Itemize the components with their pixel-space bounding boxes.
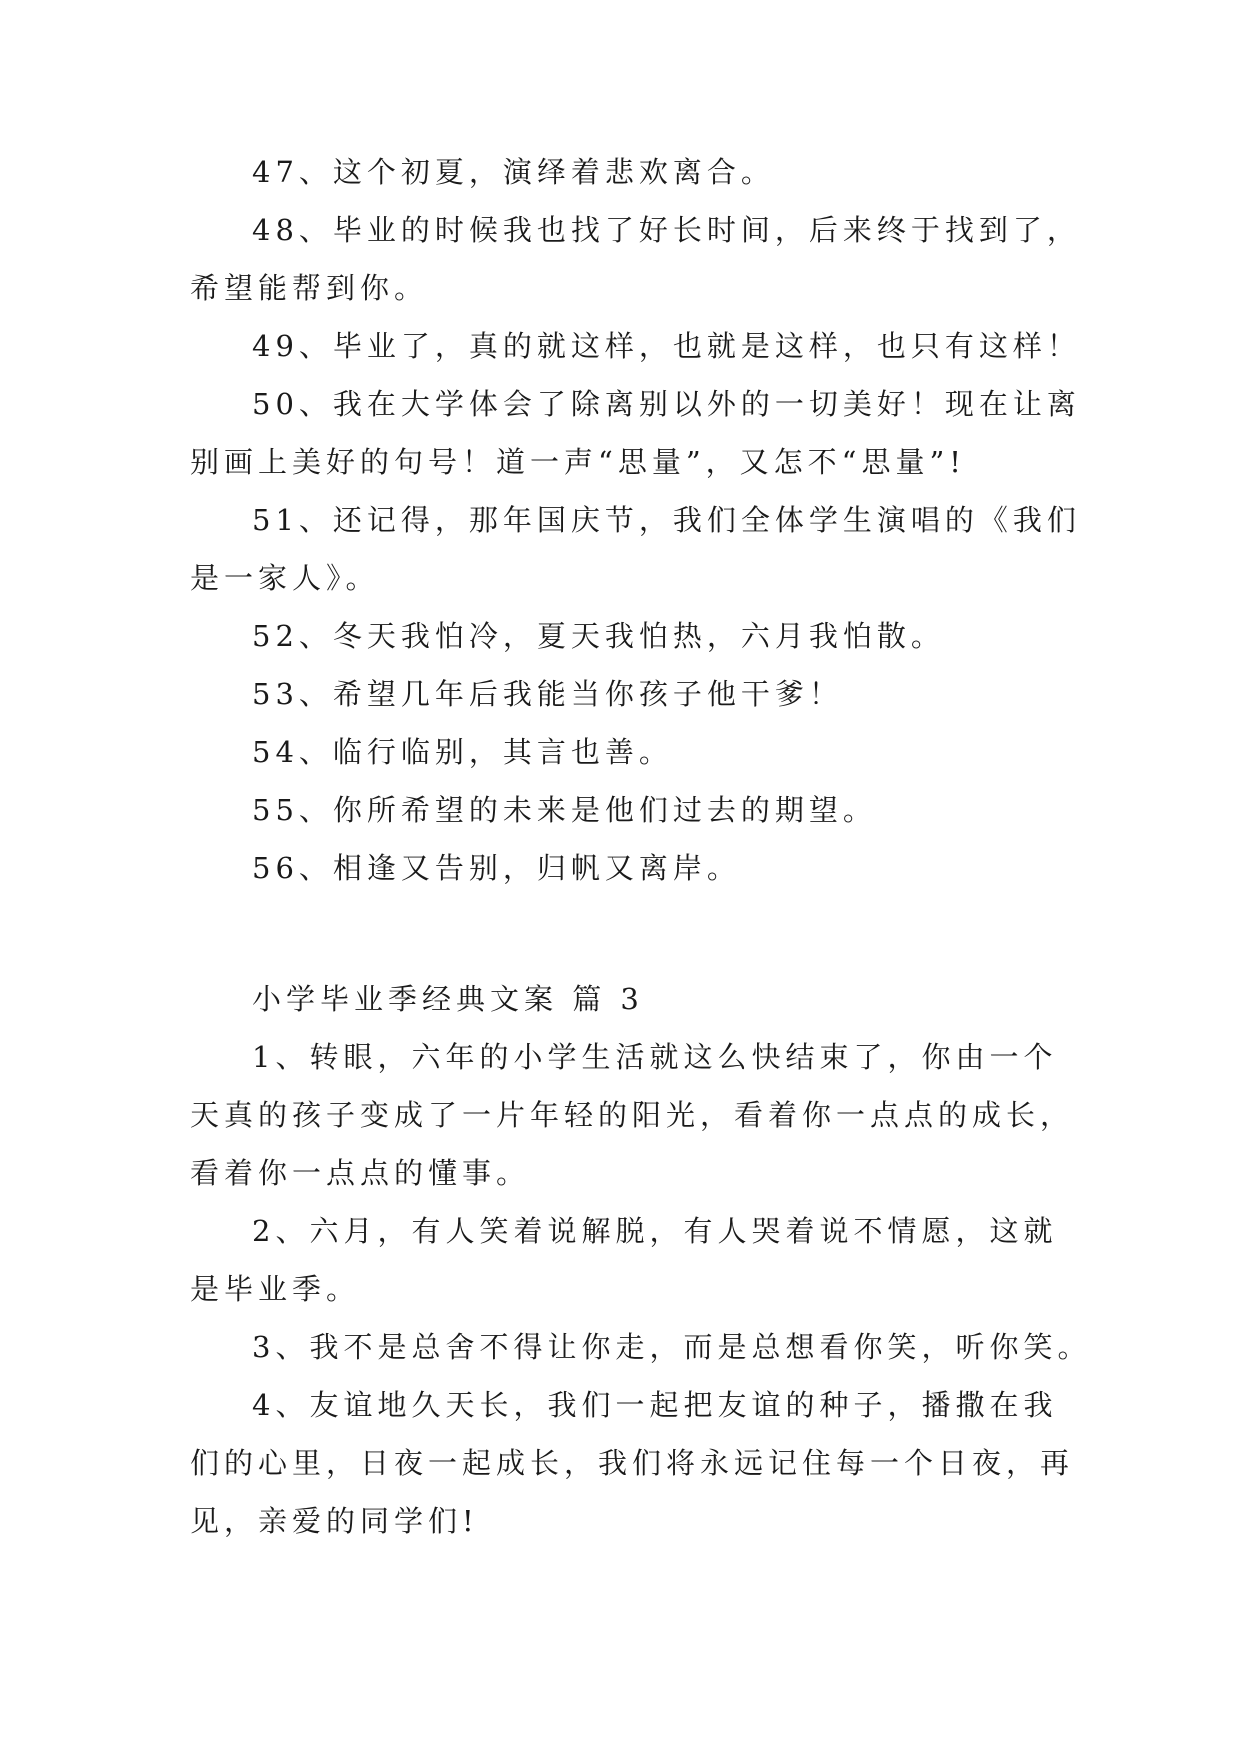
text-line: 2、六月，有人笑着说解脱，有人哭着说不情愿，这就: [252, 1214, 1058, 1248]
text-line: 56、相逢又告别，归帆又离岸。: [252, 851, 741, 885]
text-line: 是毕业季。: [190, 1272, 361, 1306]
text-line: 是一家人》。: [190, 561, 380, 595]
text-line: 55、你所希望的未来是他们过去的期望。: [252, 793, 877, 827]
text-line: 们的心里，日夜一起成长，我们将永远记住每一个日夜，再: [190, 1446, 1075, 1480]
text-line: 54、临行临别，其言也善。: [252, 735, 673, 769]
text-line: 别画上美好的句号！道一声“思量”，又怎不“思量”!: [190, 445, 966, 479]
text-line: 48、毕业的时候我也找了好长时间，后来终于找到了，: [252, 213, 1081, 247]
text-line: 3、我不是总舍不得让你走，而是总想看你笑，听你笑。: [252, 1330, 1092, 1364]
section-heading: 小学毕业季经典文案 篇 3: [252, 982, 644, 1016]
text-line: 4、友谊地久天长，我们一起把友谊的种子，播撒在我: [252, 1388, 1058, 1422]
text-line: 天真的孩子变成了一片年轻的阳光，看着你一点点的成长，: [190, 1098, 1075, 1132]
text-line: 50、我在大学体会了除离别以外的一切美好！现在让离: [252, 387, 1081, 421]
text-line: 52、冬天我怕冷，夏天我怕热，六月我怕散。: [252, 619, 945, 653]
text-line: 1、转眼，六年的小学生活就这么快结束了，你由一个: [252, 1040, 1058, 1074]
text-line: 希望能帮到你。: [190, 271, 429, 305]
text-line: 51、还记得，那年国庆节，我们全体学生演唱的《我们: [252, 503, 1081, 537]
text-line: 47、这个初夏，演绎着悲欢离合。: [252, 155, 775, 189]
text-line: 看着你一点点的懂事。: [190, 1156, 531, 1190]
text-line: 53、希望几年后我能当你孩子他干爹！: [252, 677, 843, 711]
text-line: 49、毕业了，真的就这样，也就是这样，也只有这样！: [252, 329, 1081, 363]
text-line: 见，亲爱的同学们!: [190, 1504, 479, 1538]
